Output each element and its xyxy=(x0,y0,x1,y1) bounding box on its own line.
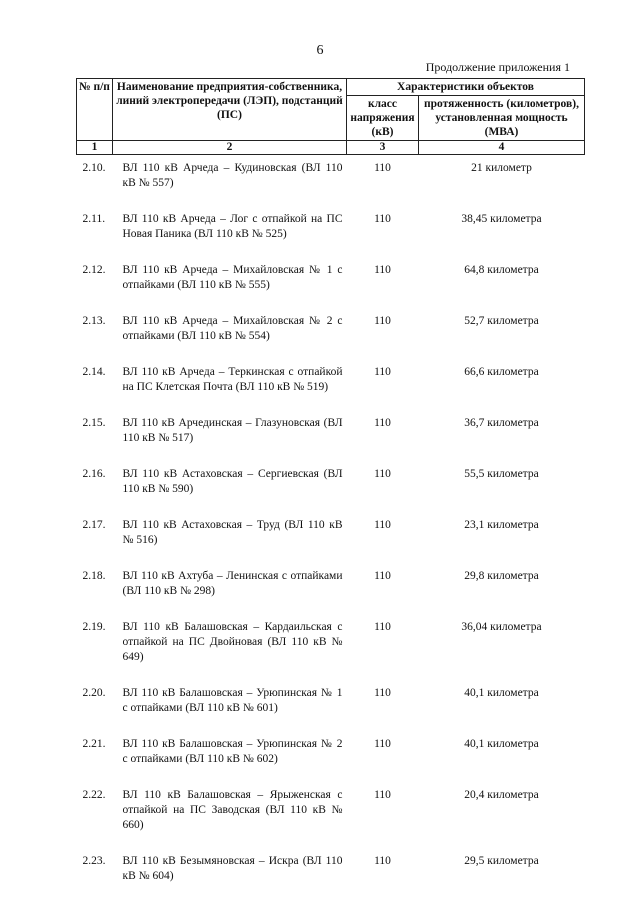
row-number: 2.15. xyxy=(82,417,106,429)
table-row xyxy=(77,564,585,615)
line-name: ВЛ 110 кВ Балашовская – Урюпинская № 1 с отпайками (ВЛ 110 кВ № 601) xyxy=(122,687,343,714)
line-length: 29,8 километра xyxy=(464,570,539,582)
row-number: 2.14. xyxy=(82,366,106,378)
line-name: ВЛ 110 кВ Арчеда – Михайловская № 1 с отпайками (ВЛ 110 кВ № 555) xyxy=(122,264,343,291)
header-length: протяженность (километров), установленная мощность (МВА) xyxy=(419,96,585,141)
voltage-class: 110 xyxy=(374,162,391,174)
line-length: 40,1 километра xyxy=(464,687,539,699)
line-length: 23,1 километра xyxy=(464,519,539,531)
voltage-class: 110 xyxy=(374,264,391,276)
table-row xyxy=(77,155,585,208)
line-length: 66,6 километра xyxy=(464,366,539,378)
voltage-class: 110 xyxy=(374,315,391,327)
table-row xyxy=(77,411,585,462)
row-number: 2.21. xyxy=(82,738,106,750)
continuation-label: Продолжение приложения 1 xyxy=(425,60,570,74)
objects-table xyxy=(76,78,584,900)
row-number: 2.10. xyxy=(82,162,106,174)
row-number: 2.23. xyxy=(82,855,106,867)
line-name: ВЛ 110 кВ Арчеда – Михайловская № 2 с отпайками (ВЛ 110 кВ № 554) xyxy=(122,315,343,342)
line-length: 55,5 километра xyxy=(464,468,539,480)
column-number: 4 xyxy=(419,141,585,155)
voltage-class: 110 xyxy=(374,855,391,867)
voltage-class: 110 xyxy=(374,738,391,750)
table-row xyxy=(77,309,585,360)
row-number: 2.12. xyxy=(82,264,106,276)
line-length: 36,7 километра xyxy=(464,417,539,429)
line-length: 29,5 километра xyxy=(464,855,539,867)
line-name: ВЛ 110 кВ Балашовская – Кардаильская с отпайкой на ПС Двойновая (ВЛ 110 кВ № 649) xyxy=(122,621,343,663)
row-number: 2.18. xyxy=(82,570,106,582)
line-length: 21 километр xyxy=(471,162,532,174)
voltage-class: 110 xyxy=(374,213,391,225)
line-length: 20,4 километра xyxy=(464,789,539,801)
table-row xyxy=(77,681,585,732)
table-row xyxy=(77,513,585,564)
header-num: № п/п xyxy=(77,79,113,141)
column-number: 1 xyxy=(77,141,113,155)
line-name: ВЛ 110 кВ Балашовская – Ярыженская с отпайкой на ПС Заводская (ВЛ 110 кВ № 660) xyxy=(122,789,343,831)
header-voltage-class: класс напряжения (кВ) xyxy=(347,96,419,141)
table-row xyxy=(77,258,585,309)
line-name: ВЛ 110 кВ Арчединская – Глазуновская (ВЛ 110 кВ № 517) xyxy=(122,417,343,444)
line-name: ВЛ 110 кВ Ахтуба – Ленинская с отпайками (ВЛ 110 кВ № 298) xyxy=(122,570,343,597)
line-length: 40,1 километра xyxy=(464,738,539,750)
line-length: 64,8 километра xyxy=(464,264,539,276)
voltage-class: 110 xyxy=(374,621,391,633)
column-number: 2 xyxy=(113,141,347,155)
voltage-class: 110 xyxy=(374,417,391,429)
voltage-class: 110 xyxy=(374,519,391,531)
table-row xyxy=(77,360,585,411)
table-row xyxy=(77,207,585,258)
line-name: ВЛ 110 кВ Астаховская – Сергиевская (ВЛ 110 кВ № 590) xyxy=(122,468,343,495)
line-name: ВЛ 110 кВ Безымяновская – Искра (ВЛ 110 кВ № 604) xyxy=(122,855,343,882)
row-number: 2.16. xyxy=(82,468,106,480)
line-name: ВЛ 110 кВ Арчеда – Кудиновская (ВЛ 110 кВ № 557) xyxy=(122,162,343,189)
row-number: 2.22. xyxy=(82,789,106,801)
voltage-class: 110 xyxy=(374,687,391,699)
table-row xyxy=(77,783,585,849)
line-length: 38,45 километра xyxy=(461,213,542,225)
header-characteristics: Характеристики объектов xyxy=(347,79,585,96)
row-number: 2.20. xyxy=(82,687,106,699)
row-number: 2.13. xyxy=(82,315,106,327)
table-row xyxy=(77,462,585,513)
voltage-class: 110 xyxy=(374,570,391,582)
table-row xyxy=(77,732,585,783)
table-row xyxy=(77,615,585,681)
line-length: 36,04 километра xyxy=(461,621,542,633)
row-number: 2.17. xyxy=(82,519,106,531)
page-number: 6 xyxy=(316,43,324,58)
line-name: ВЛ 110 кВ Арчеда – Теркинская с отпайкой на ПС Клетская Почта (ВЛ 110 кВ № 519) xyxy=(122,366,343,393)
table-body xyxy=(77,155,585,901)
line-name: ВЛ 110 кВ Балашовская – Урюпинская № 2 с отпайками (ВЛ 110 кВ № 602) xyxy=(122,738,343,765)
row-number: 2.11. xyxy=(82,213,106,225)
line-name: ВЛ 110 кВ Астаховская – Труд (ВЛ 110 кВ № 516) xyxy=(122,519,343,546)
voltage-class: 110 xyxy=(374,789,391,801)
line-name: ВЛ 110 кВ Арчеда – Лог с отпайкой на ПС Новая Паника (ВЛ 110 кВ № 525) xyxy=(122,213,343,240)
voltage-class: 110 xyxy=(374,366,391,378)
header-name: Наименование предприятия-собственника, линий электропередачи (ЛЭП), подстанций (ПС) xyxy=(113,79,347,141)
row-number: 2.19. xyxy=(82,621,106,633)
voltage-class: 110 xyxy=(374,468,391,480)
table-row xyxy=(77,849,585,900)
column-number: 3 xyxy=(347,141,419,155)
line-length: 52,7 километра xyxy=(464,315,539,327)
